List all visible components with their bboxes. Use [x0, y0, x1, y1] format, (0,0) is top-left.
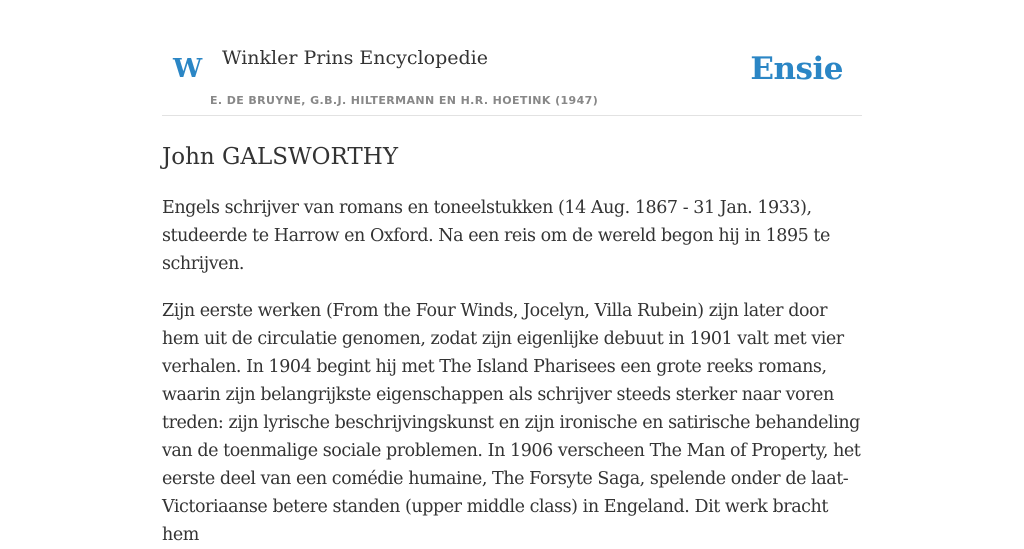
page — [162, 0, 862, 545]
article-title: John GALSWORTHY — [162, 144, 399, 170]
article-paragraph: Zijn eerste werken (From the Four Winds, Jocelyn, Villa Rubein) zijn later door hem uit de circulatie genomen, zodat zijn eigenlijke debuut in 1901 valt met vier verhalen. In 1904 begint hij met The Island Pharisees een grote reeks romans, waarin zijn belangrijkste eigenschappen als schrijver steeds sterker naar voren treden: zijn lyrische beschrijvingskunst en zijn ironische en satirische behandeling van de toenmalige sociale problemen. In 1906 verscheen The Man of Property, het eerste deel van een comédie humaine, The Forsyte Saga, spelende onder de laat-Victoriaanse betere standen (upper middle class) in Engeland. Dit werk bracht hem — [162, 301, 861, 545]
source-logo-icon: W — [173, 54, 203, 84]
source-title[interactable]: Winkler Prins Encyclopedie — [222, 47, 488, 69]
article-paragraph: Engels schrijver van romans en toneelstukken (14 Aug. 1867 - 31 Jan. 1933), studeerde te Harrow en Oxford. Na een reis om de wereld begon hij in 1895 te schrijven. — [162, 198, 830, 274]
source-header — [162, 0, 862, 116]
article — [162, 142, 862, 549]
article-body — [162, 194, 862, 549]
ensie-logo-link[interactable]: Ensie — [750, 51, 843, 87]
source-authors: E. DE BRUYNE, G.B.J. HILTERMANN EN H.R. HOETINK (1947) — [210, 94, 599, 107]
